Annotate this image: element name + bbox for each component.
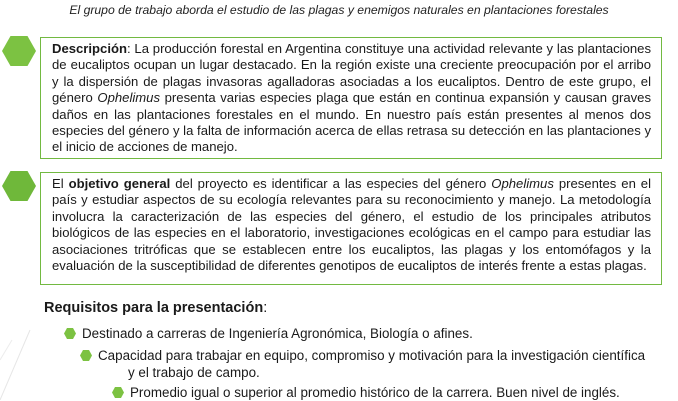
- description-box: [40, 37, 662, 159]
- description-genus: Ophelimus: [97, 90, 161, 106]
- requirement-text: Capacidad para trabajar en equipo, compromiso y motivación para la investigación científica: [98, 348, 646, 363]
- requirement-text: Destinado a carreras de Ingeniería Agronómica, Biología o afines.: [82, 326, 473, 341]
- description-text-1: : La producción forestal en Argentina constituye una actividad relevante y las plantaciones de eucaliptos ocupan un lugar destacado. En la región existe una creciente preocupación por el arribo y la dispersión de plagas invasoras agalladoras asociadas a los eucaliptos. Dentro de este grupo, el género: [52, 41, 651, 106]
- requirement-text-continued: y el trabajo de campo.: [128, 365, 260, 380]
- objective-text-1: del proyecto es identificar a las especies del género: [170, 176, 492, 191]
- requirements-title-text: Requisitos para la presentación: [44, 300, 264, 316]
- subtitle: El grupo de trabajo aborda el estudio de las plagas y enemigos naturales en plantaciones forestales: [69, 3, 609, 17]
- description-text-2: presenta varias especies plaga que están en continua expansión y causan graves daños en las plantaciones forestales en el mundo. En nuestro país están presentes al menos dos especies del género y la falta de información acerca de ellas retrasa su detección en las plantaciones y el inicio de acciones de manejo.: [52, 90, 651, 155]
- objective-label: objetivo general: [68, 176, 171, 191]
- requirement-text: Promedio igual o superior al promedio histórico de la carrera. Buen nivel de inglés.: [130, 385, 620, 400]
- objective-box: [40, 172, 662, 285]
- objective-lead: El: [52, 176, 69, 191]
- description-label: Descripción: [52, 41, 127, 56]
- objective-text-2: presentes en el país y estudiar aspectos de su ecología relevantes para su reconocimiento y manejo. La metodología involucra la caracterización de las especies del género, el estudio de los principales atributos biológicos de las especies en el laboratorio, investigaciones ecológicas en el campo para estudiar las asociaciones tritróficas que se establecen entre los eucaliptos, las plagas y los entomófagos y la evaluación de la susceptibilidad de diferentes genotipos de eucaliptos de interés frente a estas plagas.: [52, 176, 651, 274]
- requirements-title-colon: :: [263, 300, 268, 316]
- requirements-title: [44, 300, 267, 316]
- objective-genus: Ophelimus: [491, 176, 554, 191]
